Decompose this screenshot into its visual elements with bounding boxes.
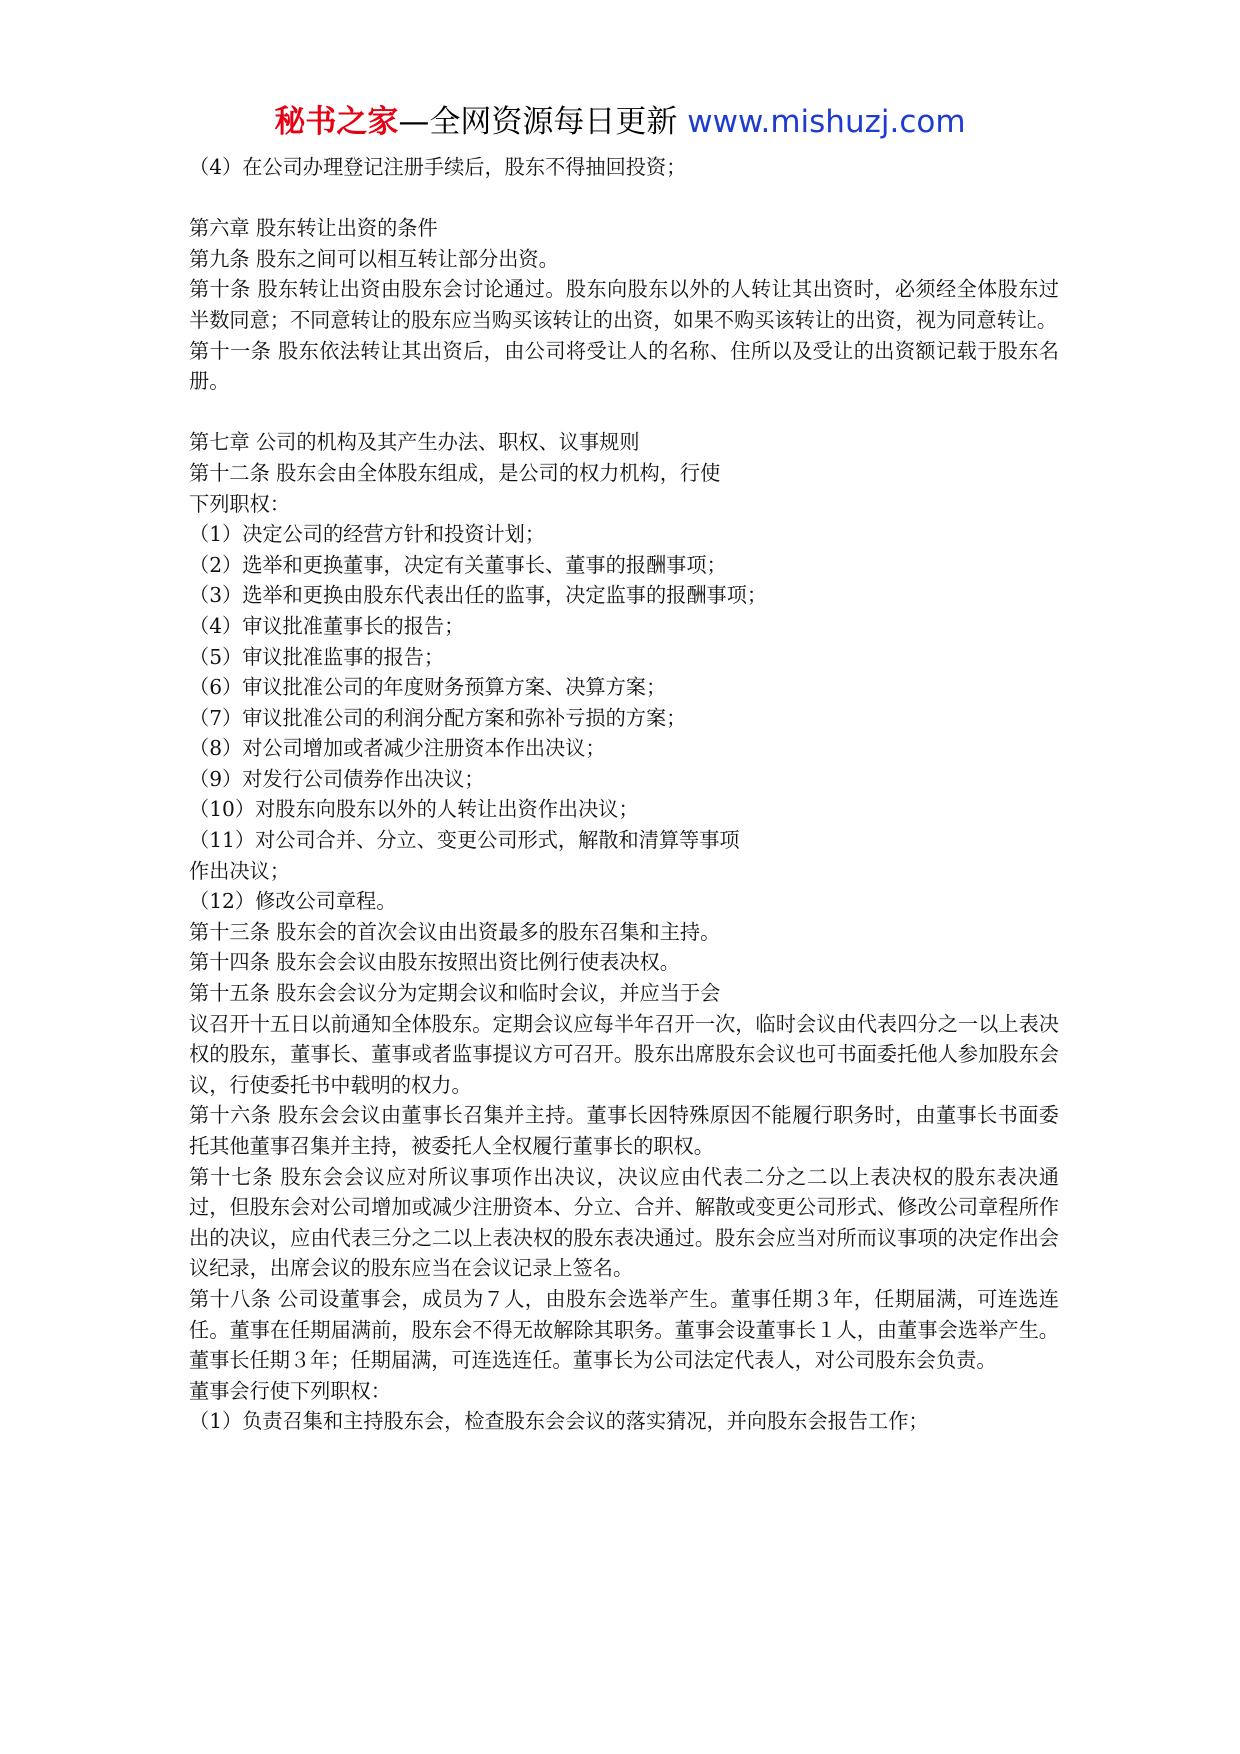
body-paragraph: （5）审议批准监事的报告； xyxy=(189,644,445,669)
blank-line xyxy=(189,183,1059,214)
header-brand: 秘书之家 xyxy=(274,104,399,140)
body-paragraph: （2）选举和更换董事，决定有关董事长、董事的报酬事项； xyxy=(189,552,727,577)
body-paragraph: 第十四条 股东会会议由股东按照出资比例行使表决权。 xyxy=(189,950,680,975)
body-paragraph: 作出决议； xyxy=(189,858,290,883)
body-paragraph: （10）对股东向股东以外的人转让出资作出决议； xyxy=(189,797,639,822)
body-paragraph: 第十一条 股东依法转让其出资后，由公司将受让人的名称、住所以及受让的出资额记载于股东名册。 xyxy=(189,338,1059,394)
body-paragraph: 第十七条 股东会会议应对所议事项作出决议，决议应由代表二分之二以上表决权的股东表决通过，但股东会对公司增加或减少注册资本、分立、合并、解散或变更公司形式、修改公司章程所作出的决议，应由代表三分之二以上表决权的股东表决通过。股东会应当对所而议事项的决定作出会议纪录，出席会议的股东应当在会议记录上签名。 xyxy=(189,1164,1059,1281)
body-paragraph: （12）修改公司章程。 xyxy=(189,889,397,914)
header-url: www.mishuzj.com xyxy=(677,104,966,140)
body-paragraph: 董事会行使下列职权： xyxy=(189,1378,391,1403)
body-paragraph: （3）选举和更换由股东代表出任的监事，决定监事的报酬事项； xyxy=(189,583,768,608)
body-paragraph: （9）对发行公司债券作出决议； xyxy=(189,766,485,791)
body-paragraph: （4）审议批准董事长的报告； xyxy=(189,613,465,638)
page-header xyxy=(0,102,1240,142)
body-paragraph: （1）决定公司的经营方针和投资计划； xyxy=(189,522,546,547)
body-paragraph: 第十三条 股东会的首次会议由出资最多的股东召集和主持。 xyxy=(189,919,721,944)
body-paragraph: 第十五条 股东会会议分为定期会议和临时会议，并应当于会 xyxy=(189,981,721,1006)
body-paragraph: 下列职权： xyxy=(189,491,290,516)
body-paragraph: （6）审议批准公司的年度财务预算方案、决算方案； xyxy=(189,675,667,700)
body-paragraph: 议召开十五日以前通知全体股东。定期会议应每半年召开一次，临时会议由代表四分之一以上表决权的股东，董事长、董事或者监事提议方可召开。股东出席股东会议也可书面委托他人参加股东会议，行使委托书中载明的权力。 xyxy=(189,1011,1059,1097)
body-paragraph: 第十六条 股东会会议由董事长召集并主持。董事长因特殊原因不能履行职务时，由董事长书面委托其他董事召集并主持，被委托人全权履行董事长的职权。 xyxy=(189,1103,1059,1158)
body-paragraph: （1）负责召集和主持股东会，检查股东会会议的落实猜况，并向股东会报告工作； xyxy=(189,1409,929,1434)
body-paragraph: （8）对公司增加或者减少注册资本作出决议； xyxy=(189,736,606,761)
body-paragraph: 第十条 股东转让出资由股东会讨论通过。股东向股东以外的人转让其出资时，必须经全体股东过半数同意；不同意转让的股东应当购买该转让的出资，如果不购买该转让的出资，视为同意转让。 xyxy=(189,277,1059,332)
body-paragraph: 第六章 股东转让出资的条件 xyxy=(189,216,438,241)
body-paragraph: 第十八条 公司设董事会，成员为７人，由股东会选举产生。董事任期３年，任期届满，可连选连任。董事在任期届满前，股东会不得无故解除其职务。董事会设董事长１人，由董事会选举产生。董事长任期３年；任期届满，可连选连任。董事长为公司法定代表人，对公司股东会负责。 xyxy=(189,1286,1059,1373)
header-slogan: —全网资源每日更新 xyxy=(398,104,678,140)
document-body xyxy=(189,152,1059,1437)
body-paragraph: （7）审议批准公司的利润分配方案和弥补亏损的方案； xyxy=(189,705,687,730)
body-paragraph: （11）对公司合并、分立、变更公司形式，解散和清算等事项 xyxy=(189,828,740,853)
body-paragraph: （4）在公司办理登记注册手续后，股东不得抽回投资； xyxy=(189,155,687,179)
body-paragraph: 第九条 股东之间可以相互转让部分出资。 xyxy=(189,246,559,271)
blank-line xyxy=(189,397,1059,428)
body-paragraph: 第十二条 股东会由全体股东组成，是公司的权力机构，行使 xyxy=(189,460,721,485)
body-paragraph: 第七章 公司的机构及其产生办法、职权、议事规则 xyxy=(189,430,640,455)
